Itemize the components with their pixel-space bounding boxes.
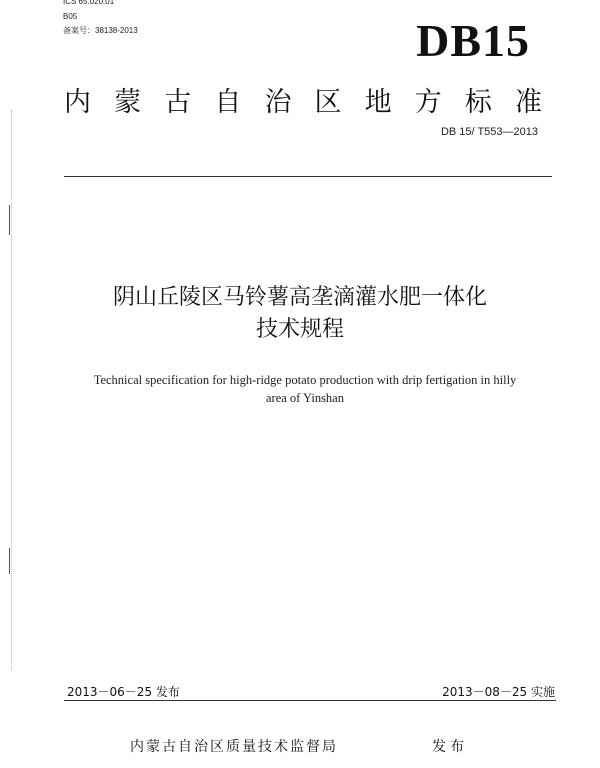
scan-margin-mark xyxy=(9,205,10,235)
standard-type-char: 内 xyxy=(64,87,91,118)
title-en-line: Technical specification for high-ridge potato production with drip fertigation in hilly xyxy=(93,373,517,387)
ccs-code: B05 xyxy=(63,12,78,21)
standard-type-char: 地 xyxy=(364,87,392,118)
scan-margin-mark xyxy=(9,548,10,574)
standard-code: DB 15/ T553—2013 xyxy=(440,126,538,138)
issue-action: 发布 xyxy=(432,739,468,755)
db-code-logo: DB15 xyxy=(416,15,530,66)
standard-type-char: 准 xyxy=(514,87,542,118)
footer-divider xyxy=(64,700,556,701)
document-title-zh xyxy=(0,282,600,346)
issuing-authority: 内蒙古自治区质量技术监督局 xyxy=(130,739,338,755)
standard-type-char: 治 xyxy=(264,87,292,118)
publish-date: 2013－06－25 发布 xyxy=(67,685,180,699)
title-zh-line: 阴山丘陵区马铃薯高垄滴灌水肥一体化 xyxy=(112,285,487,310)
standard-type-char: 自 xyxy=(214,87,242,118)
implementation-date: 2013－08－25 实施 xyxy=(442,685,555,699)
scan-margin-dots xyxy=(11,110,12,670)
ics-code: ICS 65.020.01 xyxy=(63,0,115,6)
standard-type-char: 标 xyxy=(464,87,492,118)
header-divider xyxy=(64,176,552,177)
filing-number: 备案号：38138-2013 xyxy=(63,26,138,35)
document-title-en xyxy=(50,371,560,407)
title-zh-line: 技术规程 xyxy=(255,317,344,342)
standard-type-char: 蒙 xyxy=(114,87,142,118)
standard-type-heading xyxy=(64,80,542,119)
standard-type-char: 方 xyxy=(414,87,442,118)
standard-type-char: 区 xyxy=(314,87,342,118)
standard-type-char: 古 xyxy=(164,87,192,118)
title-en-line: area of Yinshan xyxy=(266,391,344,405)
